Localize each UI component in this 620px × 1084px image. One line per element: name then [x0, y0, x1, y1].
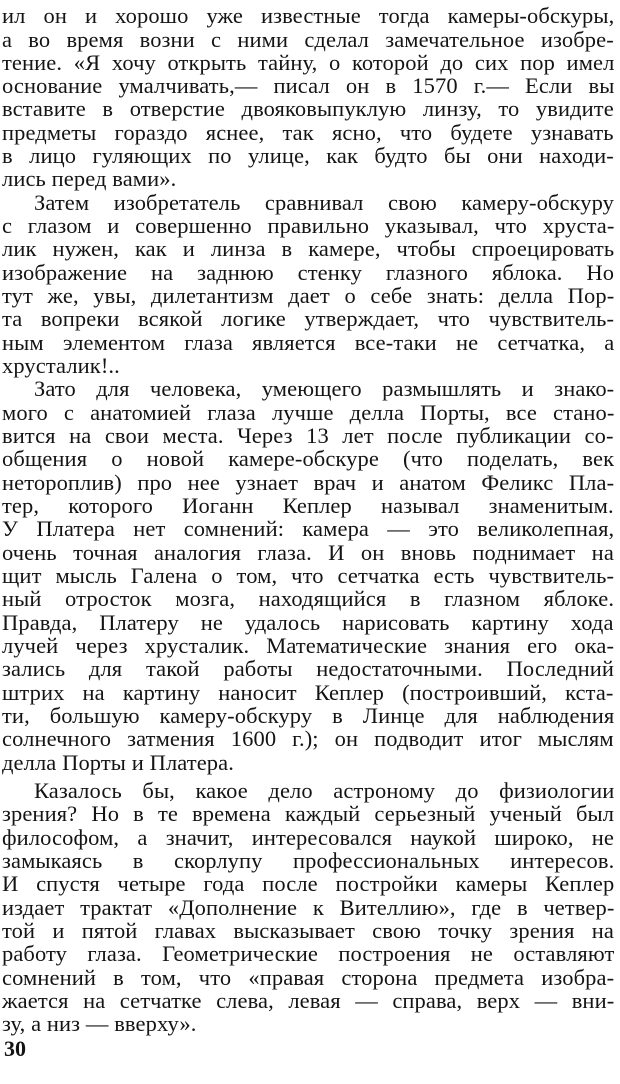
text-line: Зато для человека, умеющего размышлять и знако- [34, 376, 615, 401]
text-line: тер, которого Иоганн Кеплер называл знаменитым. [2, 493, 614, 518]
text-line: сомнений в том, что «правая сторона предмета изобра- [2, 965, 615, 990]
text-line: мого с анатомией глаза лучше делла Порты, все стано- [2, 400, 615, 425]
text-line: работу глаза. Геометрические построения не оставляют [2, 941, 615, 966]
text-line: ный отросток мозга, находящийся в глазном яблоке. [2, 586, 615, 611]
text-line: И спустя четыре года после постройки камеры Кеплер [2, 871, 615, 896]
text-line: солнечного затмения 1600 г.); он подводит итог мыслям [2, 726, 614, 751]
text-line: основание умалчивать,— писал он в 1570 г.— Если вы [2, 73, 615, 98]
text-line: хрусталик!.. [2, 353, 120, 378]
text-line: а во время возни с ними сделал замечательное изобре- [2, 27, 614, 52]
text-line: с глазом и совершенно правильно указывал, что хруста- [2, 213, 615, 238]
text-line: общения о новой камере-обскуре (что поделать, век [2, 446, 615, 471]
text-line: нетороплив) про нее узнает врач и анатом Феликс Пла- [2, 470, 615, 495]
text-line: Правда, Платеру не удалось нарисовать картину хода [2, 610, 614, 635]
text-line: той и пятой главах высказывает свою точку зрения на [2, 918, 614, 943]
text-line: лик нужен, как и линза в камере, чтобы спроецировать [2, 236, 615, 261]
text-line: У Платера нет сомнений: камера — это великолепная, [2, 516, 615, 541]
text-line: зу, а низ — вверху». [2, 1011, 197, 1036]
text-line: лись перед вами». [2, 166, 177, 191]
book-page [2, 0, 616, 1084]
text-line: тут же, увы, дилетантизм дает о себе знать: делла Пор- [2, 283, 615, 308]
text-line: ти, большую камеру-обскуру в Линце для наблюдения [2, 703, 615, 728]
text-line: философом, а значит, интересовался наукой широко, не [2, 825, 615, 850]
text-line: вставите в отверстие двояковыпуклую линзу, то увидите [2, 96, 614, 121]
text-line: лучей через хрусталик. Математические знания его ока- [2, 633, 615, 658]
text-line: зрения? Но в те времена каждый серьезный ученый был [2, 801, 615, 826]
text-line: очень точная аналогия глаза. И он вновь поднимает на [2, 540, 614, 565]
text-line: делла Порты и Платера. [2, 750, 234, 775]
text-line: издает трактат «Дополнение к Вителлию», где в четвер- [2, 895, 615, 920]
text-line: зались для такой работы недостаточными. Последний [2, 656, 615, 681]
text-line: та вопреки всякой логике утверждает, что чувствитель- [2, 306, 615, 331]
text-line: предметы гораздо яснее, так ясно, что будете узнавать [2, 120, 614, 145]
text-line: изображение на заднюю стенку глазного яблока. Но [2, 260, 615, 285]
text-line: ным элементом глаза является все-таки не сетчатка, а [2, 330, 615, 355]
text-line: Казалось бы, какое дело астроному до физиологии [34, 778, 615, 803]
text-line: тение. «Я хочу открыть тайну, о которой до сих пор имел [2, 50, 615, 75]
text-line: вится на свои места. Через 13 лет после публикации со- [2, 423, 614, 448]
text-line: Затем изобретатель сравнивал свою камеру-обскуру [34, 190, 615, 215]
text-line: ил он и хорошо уже известные тогда камеры-обскуры, [2, 3, 615, 28]
page-number: 30 [4, 1036, 26, 1061]
text-line: щит мысль Галена о том, что сетчатка есть чувствитель- [2, 563, 615, 588]
text-line: замыкаясь в скорлупу профессиональных интересов. [2, 848, 615, 873]
text-line: жается на сетчатке слева, левая — справа, верх — вни- [2, 988, 615, 1013]
text-line: в лицо гуляющих по улице, как будто бы они находи- [2, 143, 614, 168]
text-line: штрих на картину наносит Кеплер (построивший, кста- [2, 680, 614, 705]
